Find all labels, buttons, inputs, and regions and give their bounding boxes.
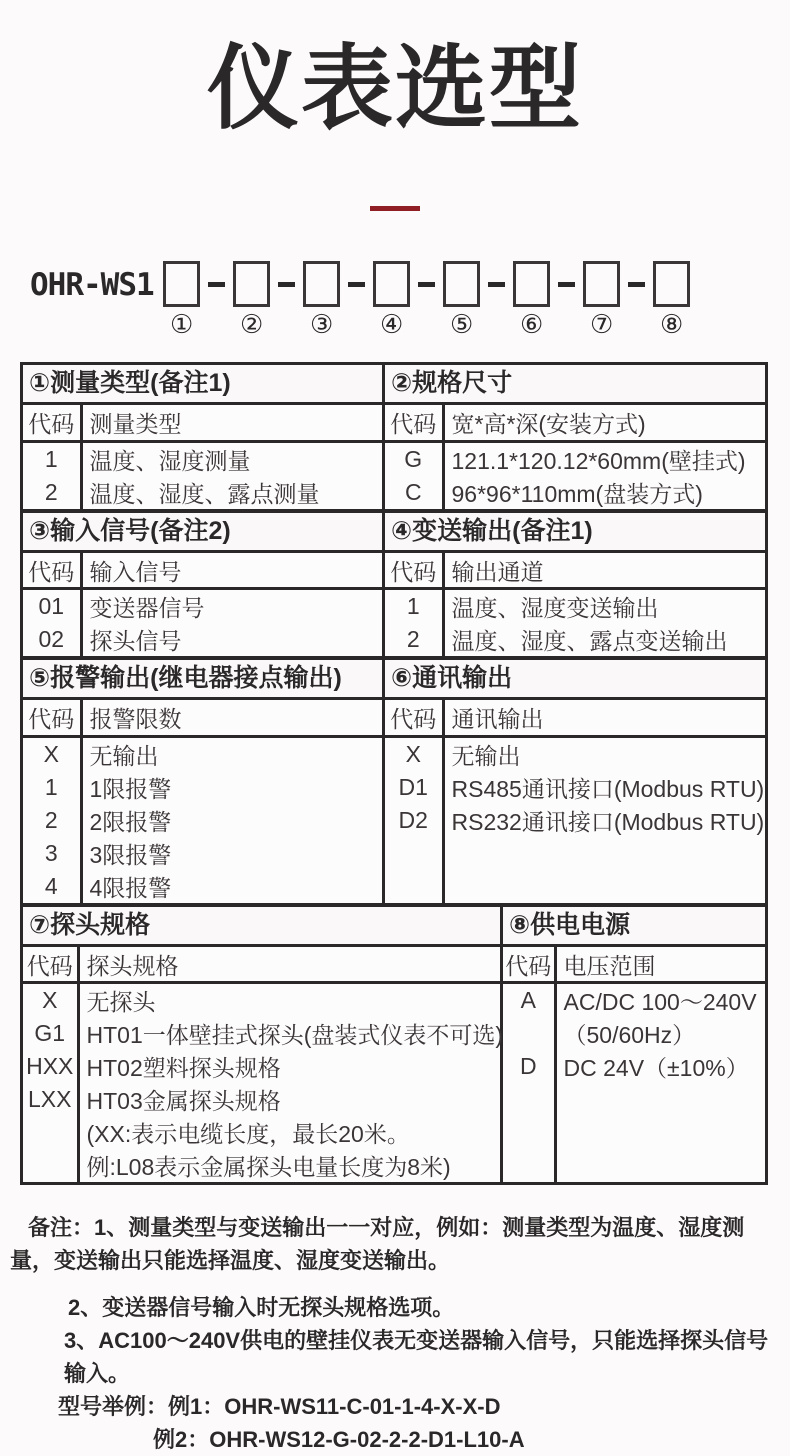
band-2: [23, 509, 765, 657]
code-cell: X: [23, 983, 78, 1018]
col-header-desc: 报警限数: [81, 700, 382, 736]
code-cell: [503, 1017, 555, 1050]
desc-cell: 温度、湿度、露点变送输出: [451, 628, 728, 655]
desc-cell: HT02塑料探头规格: [86, 1055, 281, 1082]
desc-cell: RS485通讯接口(Modbus RTU): [451, 775, 765, 802]
model-code-box-2: [233, 261, 270, 307]
desc-cell: 无输出: [451, 742, 521, 769]
selection-sheet: [0, 34, 790, 1453]
section-header: ①测量类型(备注1): [23, 365, 382, 405]
position-number-4: ④: [380, 309, 404, 340]
section-header: ③输入信号(备注2): [23, 513, 382, 553]
col-header-code: 代码: [23, 700, 81, 736]
code-cell: 2: [385, 623, 443, 656]
col-header-desc: 测量类型: [81, 405, 382, 441]
col-header-code: 代码: [23, 553, 81, 589]
section-alarm-output: [23, 660, 385, 903]
code-cell: 1: [23, 771, 81, 804]
code-cell: [23, 1149, 78, 1182]
desc-cell: 温度、湿度测量: [89, 447, 251, 474]
band-4: [23, 903, 765, 1183]
col-header-code: 代码: [385, 553, 443, 589]
position-number-7: ⑦: [590, 309, 614, 340]
model-position-2: [232, 261, 272, 338]
band-3: [23, 656, 765, 903]
col-header-desc: 输出通道: [443, 553, 765, 589]
code-cell: [23, 1116, 78, 1149]
desc-cell: 例:L08表示金属探头电量长度为8米): [86, 1154, 451, 1181]
desc-cell: 温度、湿度、露点测量: [89, 480, 320, 507]
col-header-desc: 电压范围: [555, 947, 765, 983]
code-cell: 02: [23, 623, 81, 656]
note-3: 3、AC100～240V供电的壁挂仪表无变送器输入信号，只能选择探头信号输入。: [64, 1328, 769, 1387]
band-1: [23, 365, 765, 509]
code-cell: LXX: [23, 1083, 78, 1116]
section-dimensions: [385, 365, 765, 509]
model-position-4: [372, 261, 412, 338]
example-label: 型号举例：: [58, 1394, 169, 1420]
code-cell: 1: [385, 589, 443, 624]
model-code-box-3: [303, 261, 340, 307]
section-header: ⑦探头规格: [23, 907, 500, 947]
section-power-supply: [503, 907, 765, 1183]
code-cell: 3: [23, 837, 81, 870]
title-underline-dash: [370, 206, 420, 211]
model-code-box-4: [373, 261, 410, 307]
note-1: 备注：1、测量类型与变送输出一一对应，例如：测量类型为温度、湿度测量，变送输出只能选择温度、湿度变送输出。: [10, 1215, 745, 1274]
desc-cell: 1限报警: [89, 775, 172, 802]
col-header-desc: 探头规格: [78, 947, 500, 983]
code-cell: G: [385, 441, 443, 476]
desc-cell: HT03金属探头规格: [86, 1088, 281, 1115]
desc-cell: DC 24V（±10%）: [563, 1055, 749, 1082]
model-position-5: [442, 261, 482, 338]
position-number-5: ⑤: [450, 309, 474, 340]
col-header-code: 代码: [385, 700, 443, 736]
desc-cell: 2限报警: [89, 808, 172, 835]
code-cell: X: [23, 736, 81, 771]
code-cell: HXX: [23, 1050, 78, 1083]
section-header: ⑥通讯输出: [385, 660, 765, 700]
code-cell: C: [385, 476, 443, 509]
desc-cell: 探头信号: [89, 628, 182, 655]
code-cell: A: [503, 983, 555, 1018]
model-position-7: [582, 261, 622, 338]
dash-separator: [278, 282, 295, 287]
code-cell: X: [385, 736, 443, 771]
code-cell: 01: [23, 589, 81, 624]
section-header: ②规格尺寸: [385, 365, 765, 405]
model-code-builder: [30, 261, 790, 338]
model-code-box-1: [163, 261, 200, 307]
desc-cell: 温度、湿度变送输出: [451, 595, 659, 622]
desc-cell: HT01一体壁挂式探头(盘装式仪表不可选): [86, 1022, 504, 1049]
col-header-code: 代码: [23, 405, 81, 441]
model-example-2: 例2：OHR-WS12-G-02-2-2-D1-L10-A: [153, 1427, 525, 1453]
code-cell: D: [503, 1050, 555, 1083]
col-header-code: 代码: [503, 947, 555, 983]
model-code-box-6: [513, 261, 550, 307]
desc-cell: 4限报警: [89, 874, 172, 901]
position-number-3: ③: [310, 309, 334, 340]
code-cell: 2: [23, 804, 81, 837]
dash-separator: [488, 282, 505, 287]
example-1-value: 例1：OHR-WS11-C-01-1-4-X-X-D: [168, 1394, 501, 1420]
code-cell: 2: [23, 476, 81, 509]
page-title: 仪表选型: [206, 38, 583, 140]
desc-cell: 3限报警: [89, 841, 172, 868]
position-number-2: ②: [240, 309, 264, 340]
model-position-6: [512, 261, 552, 338]
model-code-box-5: [443, 261, 480, 307]
dash-separator: [418, 282, 435, 287]
desc-cell: 121.1*120.12*60mm(壁挂式): [451, 447, 746, 474]
desc-cell: AC/DC 100～240V: [563, 989, 757, 1016]
section-header: ⑧供电电源: [503, 907, 765, 947]
col-header-code: 代码: [23, 947, 78, 983]
model-position-8: [652, 261, 692, 338]
desc-cell: 无探头: [86, 989, 156, 1016]
section-header: ⑤报警输出(继电器接点输出): [23, 660, 382, 700]
position-number-6: ⑥: [520, 309, 544, 340]
col-header-desc: 输入信号: [81, 553, 382, 589]
dash-separator: [208, 282, 225, 287]
desc-cell: 无输出: [89, 742, 159, 769]
note-2: 2、变送器信号输入时无探头规格选项。: [68, 1295, 455, 1321]
desc-cell: （50/60Hz）: [563, 1022, 696, 1049]
code-cell: G1: [23, 1017, 78, 1050]
col-header-desc: 通讯输出: [443, 700, 765, 736]
section-measurement-type: [23, 365, 385, 509]
section-communication-output: [385, 660, 765, 903]
model-code-box-7: [583, 261, 620, 307]
model-prefix: OHR-WS1: [30, 267, 154, 304]
dash-separator: [558, 282, 575, 287]
desc-cell: (XX:表示电缆长度，最长20米。: [86, 1121, 410, 1148]
selection-tables: [20, 362, 768, 1185]
code-cell: D1: [385, 771, 443, 804]
code-cell: 4: [23, 870, 81, 903]
model-position-3: [302, 261, 342, 338]
model-code-box-8: [653, 261, 690, 307]
position-number-8: ⑧: [660, 309, 684, 340]
desc-cell: RS232通讯接口(Modbus RTU): [451, 808, 765, 835]
footnotes: [0, 1211, 775, 1456]
col-header-code: 代码: [385, 405, 443, 441]
model-example-1: [0, 1390, 775, 1423]
code-cell: D2: [385, 804, 443, 837]
dash-separator: [348, 282, 365, 287]
section-header: ④变送输出(备注1): [385, 513, 765, 553]
desc-cell: 96*96*110mm(盘装方式): [451, 480, 703, 507]
model-position-1: [162, 261, 202, 338]
section-input-signal: [23, 513, 385, 657]
dash-separator: [628, 282, 645, 287]
section-transmit-output: [385, 513, 765, 657]
col-header-desc: 宽*高*深(安装方式): [443, 405, 765, 441]
position-number-1: ①: [170, 309, 194, 340]
section-probe-spec: [23, 907, 503, 1183]
code-cell: 1: [23, 441, 81, 476]
desc-cell: 变送器信号: [89, 595, 205, 622]
